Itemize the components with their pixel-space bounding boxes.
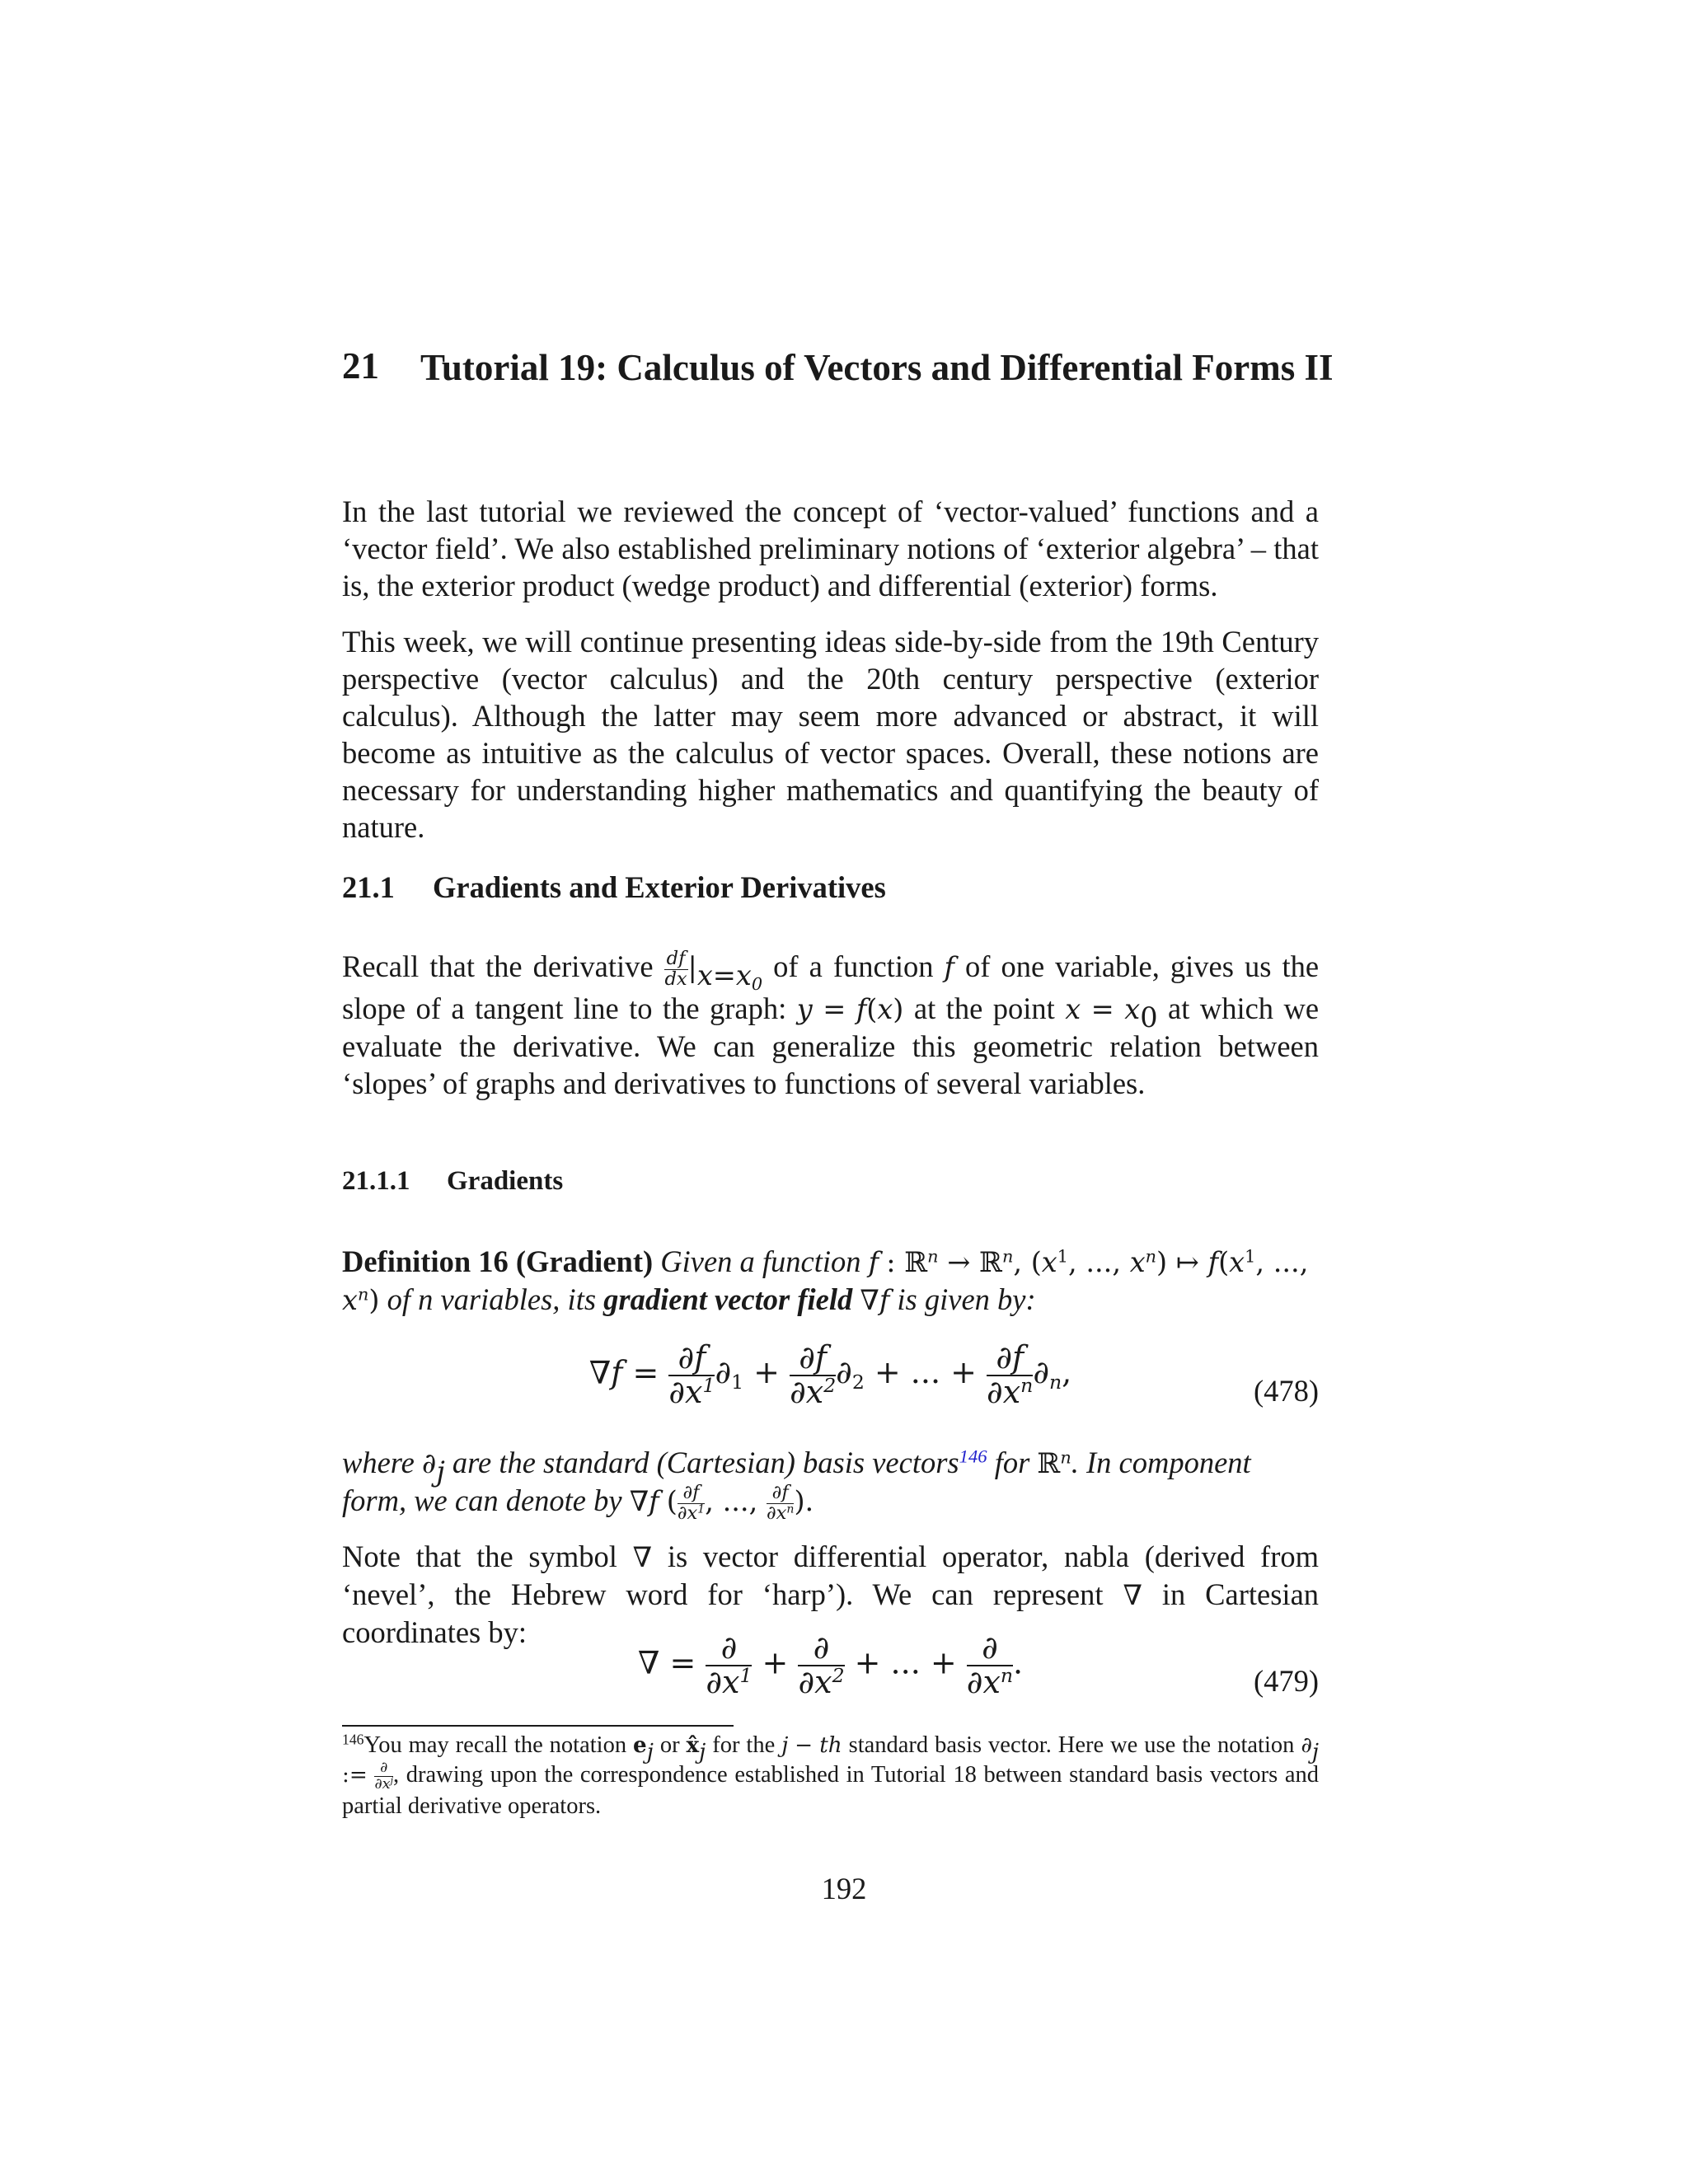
- section-paragraph: Recall that the derivative $\frac{df}{dx}$ $|_{x=x_0}$ of a function f of one variable, gives us the slope of a tangent line to the graph: y = f(x) at the point $x = x_0$ at which we evaluate the derivative. We can generalize this geometric relation between ‘slopes’ of graphs and derivatives to functions of several variables.: [342, 948, 1320, 1100]
- definition-label: Definition 16 (Gradient): [342, 1244, 654, 1278]
- definition-text-c: is given by:: [897, 1282, 1036, 1316]
- nabla-text-b: is vector differential operator, nabla (derived from ‘nevel’, the Hebrew word for ‘harp’). We can represent: [342, 1540, 1319, 1611]
- footnote-text-d: standard basis vector. Here we use the notation: [848, 1732, 1295, 1758]
- footnote-rule: [342, 1725, 734, 1727]
- equation-number-479: (479): [1253, 1664, 1319, 1698]
- subsection-title: Gradients: [447, 1166, 564, 1196]
- chapter-number: 21: [342, 345, 379, 387]
- definition-after-c: for: [994, 1446, 1030, 1479]
- chapter-title: Tutorial 19: Calculus of Vectors and Differential Forms II: [420, 347, 1334, 388]
- section-title: Gradients and Exterior Derivatives: [433, 870, 886, 904]
- equation-478: ∇f = $\frac{\partial f}{\partial x^1}$ $\partial_1$ + $\frac{\partial f}{\partial x^2}$ $\partial_2$ + ... + $\frac{\partial f}{\partial x^n}$ $\partial_n$, (478): [588, 1339, 1319, 1410]
- footnote-reference[interactable]: 146: [959, 1446, 987, 1467]
- definition-block: Definition 16 (Gradient) Given a function f : ℝ$^n$ → ℝ$^n$, ($x^1$, ..., $x^n$) ↦ $f(x^1$, ..., $x^n$) of n variables, its gradient vector field ∇f is given by:: [342, 1244, 1309, 1316]
- footnote-text-e: , drawing upon the correspondence established in Tutorial 18 between standard basis vectors and partial derivative operators.: [342, 1762, 1320, 1820]
- subsection-number: 21.1.1: [342, 1166, 410, 1196]
- section-text-b: of a function: [773, 949, 934, 983]
- equation-number-478: (478): [1253, 1374, 1319, 1408]
- section-text-d: at the point: [913, 991, 1055, 1025]
- definition-after-d: . In component form, we can denote: [342, 1446, 1251, 1517]
- definition-after-a: where: [342, 1446, 415, 1479]
- section-number: 21.1: [342, 870, 395, 904]
- intro-paragraph-2: This week, we will continue presenting ideas side-by-side from the 19th Century perspective (vector calculus) and the 20th century perspective (exterior calculus). Although the latter may seem more advanced or abstract, it will become as intuitive as the calculus of vector spaces. Overall, these notions are necessary for understanding higher mathematics and quantifying the beauty of nature.: [342, 625, 1319, 844]
- definition-text-a: Given a function: [660, 1244, 861, 1278]
- section-text-c: of one variable, gives us the slope of a tangent line to the graph:: [342, 949, 1320, 1025]
- definition-continuation: where $\partial_j$ are the standard (Cartesian) basis vectors$^{146}$ for ℝ$^n$. In component form, we can denote by ∇f ( $\frac{\partial f}{\partial x^1}$ , ..., $\frac{\partial f}{\partial x^n}$ ).: [342, 1446, 1251, 1525]
- footnote-text-c: for the: [712, 1732, 776, 1758]
- nabla-text-c: in Cartesian coordinates by:: [342, 1577, 1320, 1649]
- section-text-e: at which we evaluate the derivative. We can generalize this geometric relation between ‘slopes’ of graphs and derivatives to functions of several variables.: [342, 991, 1320, 1100]
- footnote-marker: 146: [342, 1731, 364, 1748]
- definition-after-b: are the standard (Cartesian) basis vectors: [452, 1446, 959, 1479]
- definition-bold-term: gradient vector field: [603, 1282, 853, 1316]
- footnote-text-b: or: [659, 1732, 680, 1758]
- equation-479: ∇ = $\frac{\partial}{\partial x^1}$ + $\frac{\partial}{\partial x^2}$ + ... + $\frac{\partial}{\partial x^n}$ . (479): [637, 1629, 1319, 1700]
- derivative-fraction: $\frac{df}{dx}$: [664, 948, 687, 991]
- definition-text-b: of n variables, its: [387, 1282, 597, 1316]
- intro-paragraph-1: In the last tutorial we reviewed the concept of ‘vector-valued’ functions and a ‘vector field’. We also established preliminary notions of ‘exterior algebra’ – that is, the exterior product (wedge product) and differential (exterior) forms.: [342, 494, 1319, 602]
- nabla-paragraph: Note that the symbol ∇ is vector differential operator, nabla (derived from ‘nevel’, the Hebrew word for ‘harp’). We can represent ∇ in Cartesian coordinates by:: [342, 1540, 1320, 1649]
- footnote-text-a: You may recall the notation: [363, 1732, 627, 1758]
- section-text-a: Recall that the derivative: [342, 949, 654, 983]
- intro-paragraphs: [342, 493, 1319, 846]
- nabla-text-a: Note that the symbol: [342, 1540, 617, 1573]
- definition-after-e: by: [593, 1483, 622, 1517]
- footnote: $^{146}$You may recall the notation $e_j$ or $x̂_j$ for the j − th standard basis vector. Here we use the notation $\partial_j$ := $\frac{\partial}{\partial x^j}$ , drawing upon the correspondence established in Tutorial 18 between standard basis vectors and partial derivative operators.: [342, 1731, 1320, 1820]
- page-number: 192: [821, 1872, 867, 1905]
